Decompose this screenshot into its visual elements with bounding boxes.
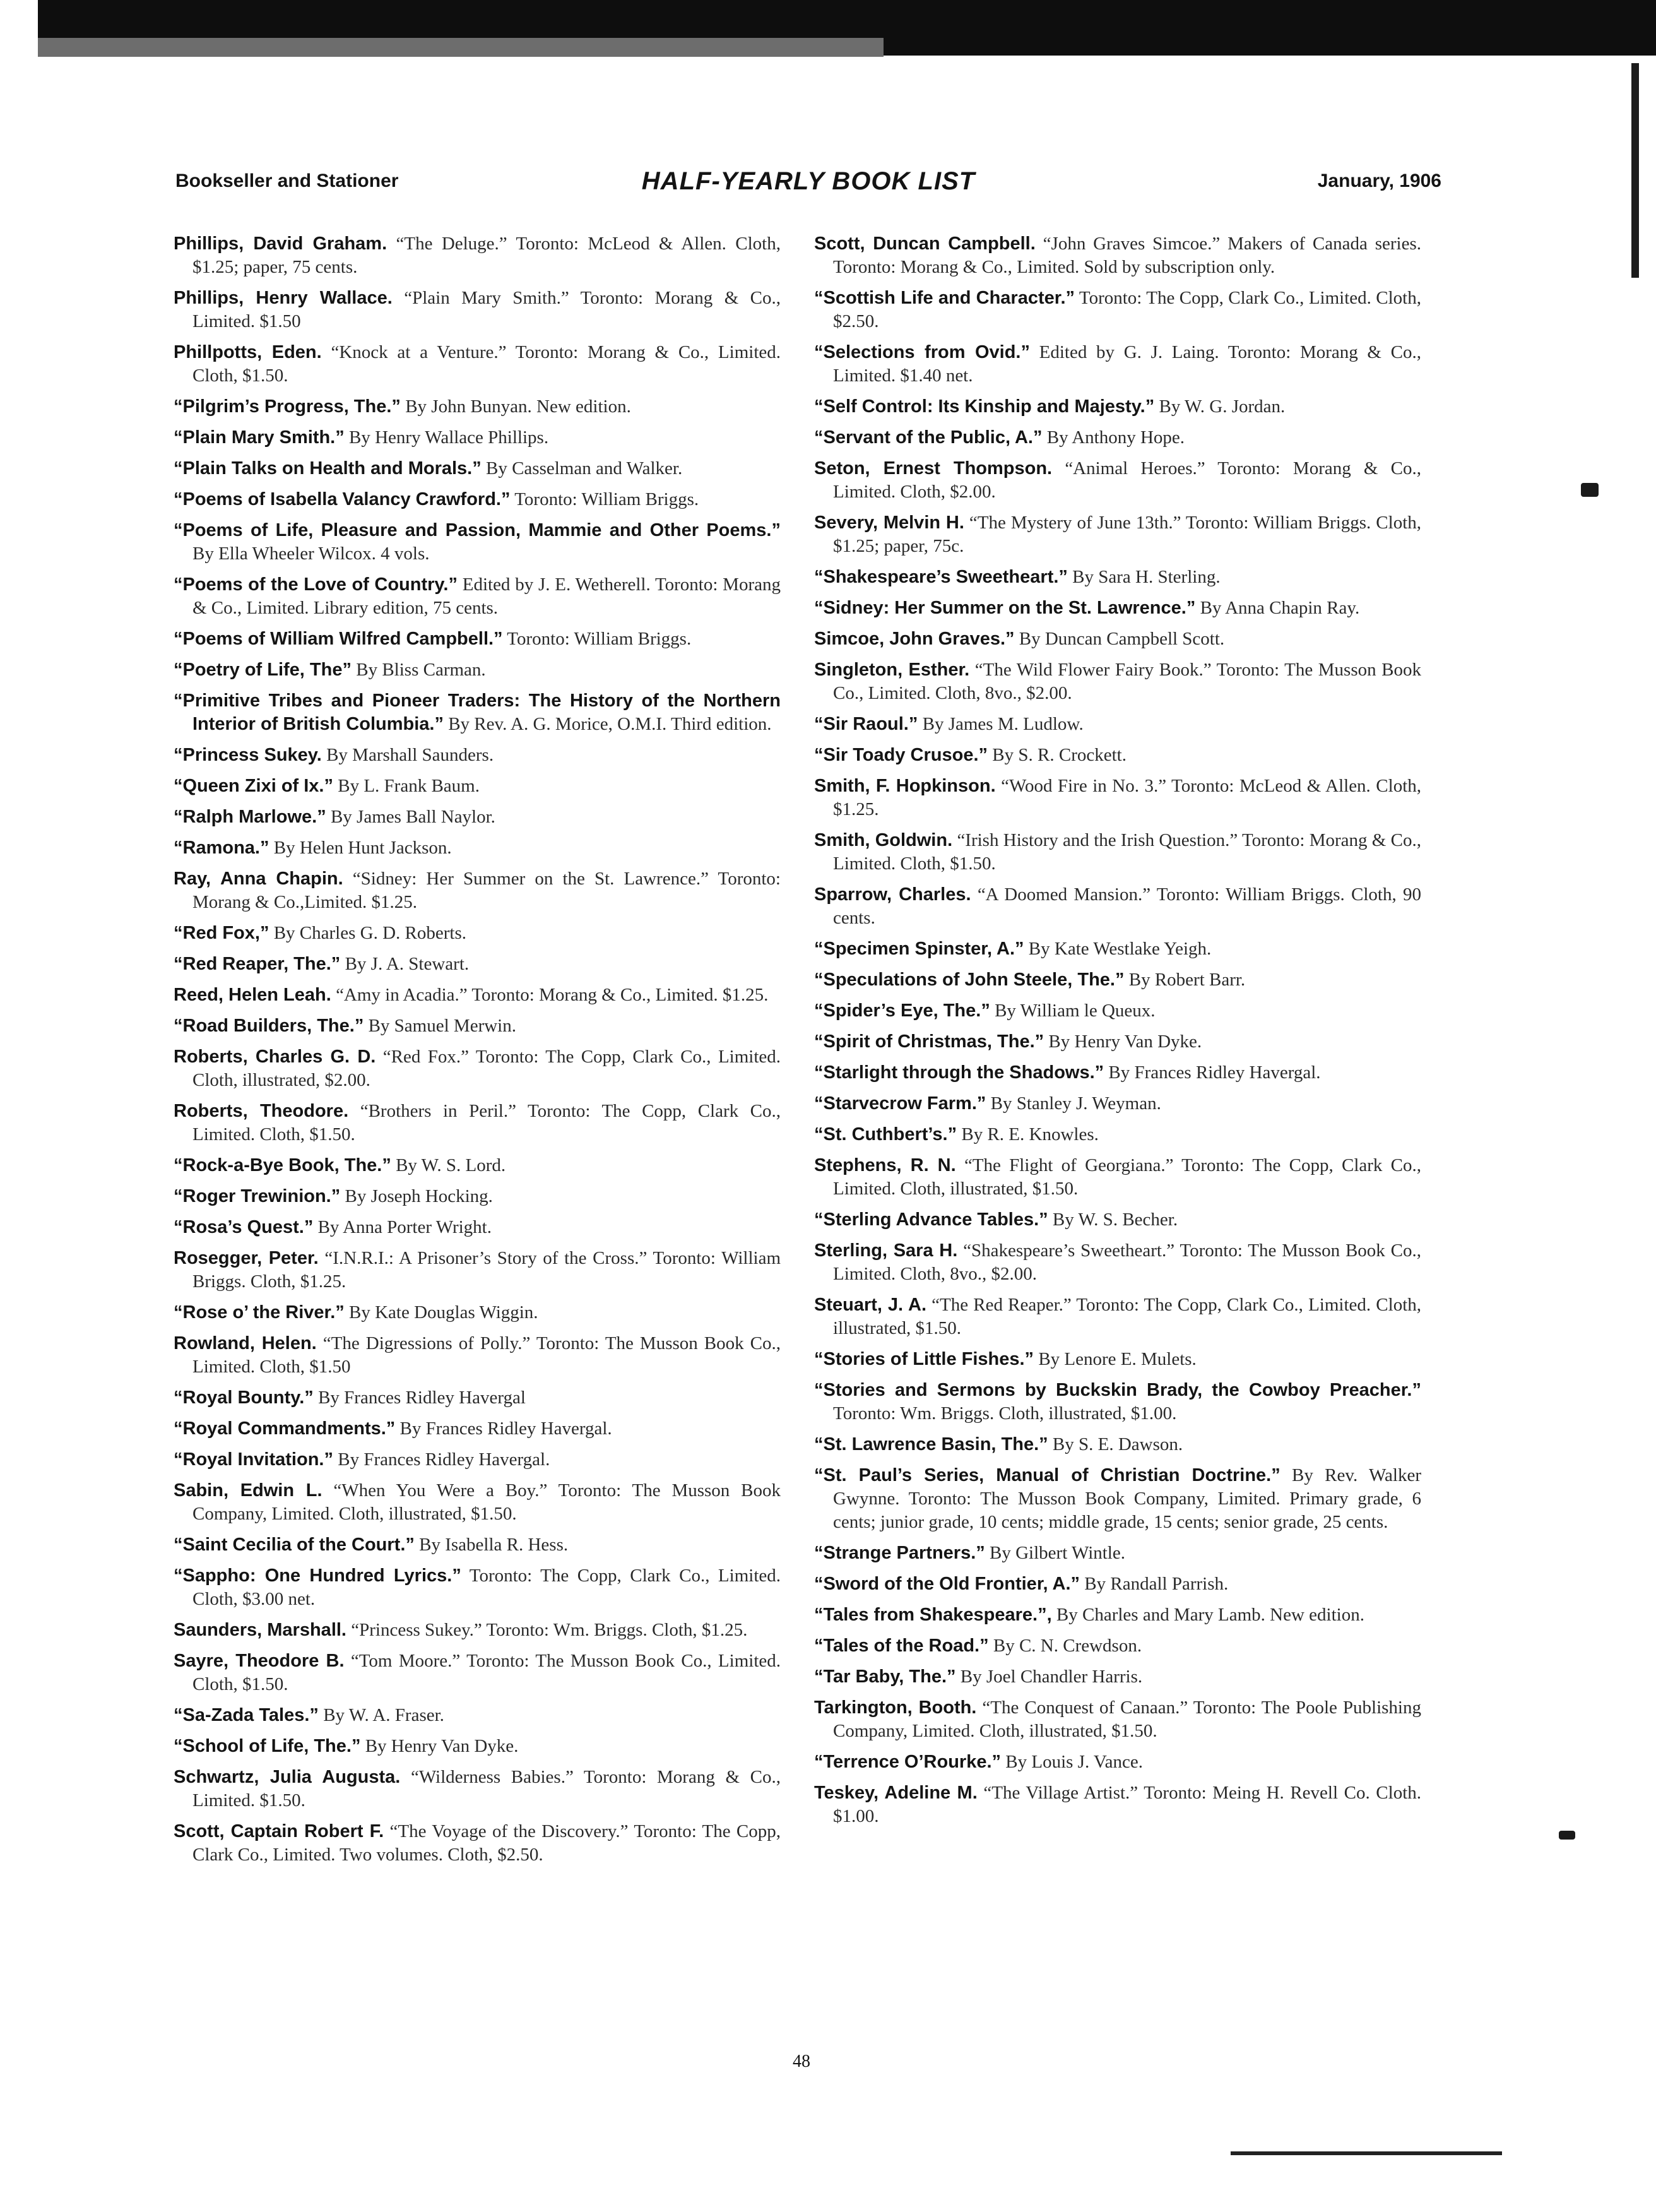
entry-heading: “St. Lawrence Basin, The.” (814, 1434, 1048, 1454)
book-entry (174, 922, 781, 945)
entry-details: By Anna Chapin Ray. (1200, 598, 1360, 618)
book-entry (814, 426, 1421, 449)
book-entry (174, 232, 781, 279)
book-entry (174, 1100, 781, 1146)
entry-heading: “Queen Zixi of Ix.” (174, 776, 333, 796)
book-entry (814, 1379, 1421, 1425)
book-entry (814, 1154, 1421, 1201)
book-entry (814, 968, 1421, 992)
entry-heading: “Royal Bounty.” (174, 1388, 314, 1408)
header-date: January, 1906 (1317, 170, 1441, 191)
entry-heading: Simcoe, John Graves.” (814, 629, 1015, 649)
entry-heading: Roberts, Theodore. (174, 1101, 349, 1121)
book-entry (814, 1634, 1421, 1658)
entry-details: By Robert Barr. (1128, 970, 1246, 990)
book-entry (174, 573, 781, 620)
book-entry (814, 829, 1421, 876)
entry-heading: “St. Paul’s Series, Manual of Christian Doctrine.” (814, 1465, 1280, 1485)
book-entry (814, 1751, 1421, 1774)
entry-heading: “Princess Sukey. (174, 745, 322, 765)
right-column (814, 232, 1421, 1836)
entry-details: By Casselman and Walker. (485, 458, 683, 479)
entry-details: “Plain Mary Smith.” Toronto: Morang & Co., Limited. $1.50 (192, 288, 781, 331)
book-entry (814, 395, 1421, 419)
entry-heading: “Primitive Tribes and Pioneer Traders: The History of the Northern Interior of British Columbia.” (174, 691, 781, 734)
entry-heading: Roberts, Charles G. D. (174, 1047, 376, 1067)
book-entry (814, 937, 1421, 961)
entry-details: By James Ball Naylor. (330, 807, 495, 827)
book-entry (814, 1030, 1421, 1054)
entry-heading: “Plain Talks on Health and Morals.” (174, 458, 482, 479)
entry-details: By John Bunyan. New edition. (405, 396, 631, 417)
book-entry (174, 1154, 781, 1177)
entry-heading: “Selections from Ovid.” (814, 342, 1030, 362)
book-entry (174, 1216, 781, 1239)
entry-heading: “Strange Partners.” (814, 1543, 985, 1563)
entry-details: Toronto: The Copp, Clark Co., Limited. Cloth, $2.50. (833, 288, 1421, 331)
entry-heading: “Poems of Isabella Valancy Crawford.” (174, 489, 511, 509)
entry-details: By William le Queux. (995, 1001, 1156, 1021)
entry-heading: “Roger Trewinion.” (174, 1186, 341, 1206)
entry-heading: “Self Control: Its Kinship and Majesty.” (814, 396, 1155, 417)
entry-heading: “Starvecrow Farm.” (814, 1093, 986, 1114)
entry-heading: “Rose o’ the River.” (174, 1302, 345, 1323)
book-entry (174, 806, 781, 829)
book-entry (814, 658, 1421, 705)
entry-heading: Ray, Anna Chapin. (174, 869, 343, 889)
entry-details: By S. R. Crockett. (992, 745, 1127, 765)
entry-details: By Henry Van Dyke. (1048, 1032, 1202, 1052)
book-entry (174, 689, 781, 736)
book-entry (174, 1735, 781, 1758)
entry-details: By Helen Hunt Jackson. (273, 838, 452, 858)
book-entry (814, 597, 1421, 620)
entry-details: By W. A. Fraser. (323, 1705, 444, 1725)
entry-details: By Charles G. D. Roberts. (273, 923, 466, 943)
book-entry (174, 1820, 781, 1867)
book-entry (174, 1564, 781, 1611)
entry-heading: Rowland, Helen. (174, 1333, 317, 1353)
right-scan-edge (1631, 63, 1639, 278)
entry-details: “Princess Sukey.” Toronto: Wm. Briggs. Cloth, $1.25. (351, 1620, 748, 1640)
entry-heading: “Saint Cecilia of the Court.” (174, 1535, 415, 1555)
entry-heading: Schwartz, Julia Augusta. (174, 1767, 401, 1787)
entry-heading: “Sappho: One Hundred Lyrics.” (174, 1566, 461, 1586)
entry-heading: “Sterling Advance Tables.” (814, 1210, 1048, 1230)
entry-details: “Knock at a Venture.” Toronto: Morang & Co., Limited. Cloth, $1.50. (192, 342, 781, 386)
book-entry (174, 395, 781, 419)
entry-heading: “Scottish Life and Character.” (814, 288, 1075, 308)
book-entry (814, 1665, 1421, 1689)
entry-heading: “Royal Invitation.” (174, 1449, 333, 1470)
book-entry (174, 1479, 781, 1526)
entry-details: By C. N. Crewdson. (993, 1636, 1142, 1656)
book-entry (814, 883, 1421, 930)
entry-details: By Marshall Saunders. (326, 745, 494, 765)
book-entry (814, 627, 1421, 651)
entry-details: By W. S. Becher. (1052, 1210, 1178, 1230)
entry-details: By Henry Van Dyke. (365, 1736, 519, 1756)
entry-details: “John Graves Simcoe.” Makers of Canada series. Toronto: Morang & Co., Limited. Sold by subscription only. (833, 234, 1421, 277)
entry-details: “Tom Moore.” Toronto: The Musson Book Co., Limited. Cloth, $1.50. (192, 1651, 781, 1694)
entry-details: “Wood Fire in No. 3.” Toronto: McLeod & Allen. Cloth, $1.25. (833, 776, 1422, 819)
entry-details: By Duncan Campbell Scott. (1019, 629, 1225, 649)
book-entry (814, 1208, 1421, 1232)
book-entry (814, 457, 1421, 504)
entry-details: By Lenore E. Mulets. (1038, 1349, 1197, 1369)
book-entry (814, 1348, 1421, 1371)
entry-heading: Stephens, R. N. (814, 1155, 956, 1175)
entry-details: “I.N.R.I.: A Prisoner’s Story of the Cross.” Toronto: William Briggs. Cloth, $1.25. (192, 1248, 781, 1292)
entry-details: “The Deluge.” Toronto: McLeod & Allen. Cloth, $1.25; paper, 75 cents. (192, 234, 781, 277)
entry-details: By Louis J. Vance. (1005, 1752, 1144, 1772)
book-entry (174, 836, 781, 860)
book-entry (814, 341, 1421, 388)
entry-heading: “Spirit of Christmas, The.” (814, 1032, 1044, 1052)
entry-heading: Scott, Duncan Campbell. (814, 234, 1036, 254)
entry-details: By Frances Ridley Havergal. (1108, 1062, 1321, 1083)
entry-heading: Phillips, Henry Wallace. (174, 288, 393, 308)
entry-details: By Kate Westlake Yeigh. (1028, 939, 1212, 959)
book-entry (174, 1448, 781, 1472)
scan-speck (1581, 483, 1599, 497)
book-entry (174, 1619, 781, 1642)
book-entry (174, 1301, 781, 1324)
entry-details: “Sidney: Her Summer on the St. Lawrence.” Toronto: Morang & Co.,Limited. $1.25. (192, 869, 781, 912)
entry-heading: “Ralph Marlowe.” (174, 807, 326, 827)
entry-details: By L. Frank Baum. (338, 776, 480, 796)
entry-details: “Amy in Acadia.” Toronto: Morang & Co., Limited. $1.25. (336, 985, 769, 1005)
entry-heading: “Tales of the Road.” (814, 1636, 989, 1656)
entry-heading: “Sir Toady Crusoe.” (814, 745, 988, 765)
entry-details: “Irish History and the Irish Question.” Toronto: Morang & Co., Limited. Cloth, $1.50. (833, 830, 1421, 874)
book-entry (814, 1573, 1421, 1596)
entry-heading: “Stories and Sermons by Buckskin Brady, the Cowboy Preacher.” (814, 1380, 1421, 1400)
entry-details: By Isabella R. Hess. (419, 1535, 569, 1555)
entry-heading: “Rock-a-Bye Book, The.” (174, 1155, 391, 1175)
entry-heading: “Sidney: Her Summer on the St. Lawrence.” (814, 598, 1196, 618)
book-entry (814, 1293, 1421, 1340)
entry-heading: Scott, Captain Robert F. (174, 1821, 384, 1841)
entry-details: By Rev. Walker Gwynne. Toronto: The Musson Book Company, Limited. Primary grade, 6 cents; junior grade, 10 cents; middle grade, 15 cents; senior grade, 25 cents. (833, 1465, 1422, 1532)
book-entry (814, 775, 1421, 821)
entry-details: “The Voyage of the Discovery.” Toronto: The Copp, Clark Co., Limited. Two volumes. Cloth, $2.50. (192, 1821, 781, 1865)
top-scan-border-gray (38, 38, 884, 57)
book-entry (174, 1185, 781, 1208)
entry-details: “The Village Artist.” Toronto: Meing H. Revell Co. Cloth. $1.00. (833, 1783, 1422, 1826)
entry-details: “A Doomed Mansion.” Toronto: William Briggs. Cloth, 90 cents. (833, 884, 1421, 928)
entry-heading: “Specimen Spinster, A.” (814, 939, 1024, 959)
entry-heading: Sabin, Edwin L. (174, 1480, 322, 1501)
entry-details: “The Conquest of Canaan.” Toronto: The Poole Publishing Company, Limited. Cloth, illustrated, $1.50. (833, 1698, 1421, 1741)
book-entry (814, 287, 1421, 333)
entry-details: “Shakespeare’s Sweetheart.” Toronto: The Musson Book Co., Limited. Cloth, 8vo., $2.00. (833, 1240, 1422, 1284)
book-entry (174, 867, 781, 914)
entry-heading: “Poems of William Wilfred Campbell.” (174, 629, 503, 649)
header-publication: Bookseller and Stationer (175, 170, 399, 191)
entry-heading: Tarkington, Booth. (814, 1698, 977, 1718)
entry-details: By Joseph Hocking. (345, 1186, 493, 1206)
entry-heading: “School of Life, The.” (174, 1736, 361, 1756)
entry-heading: Reed, Helen Leah. (174, 985, 331, 1005)
entry-heading: “Terrence O’Rourke.” (814, 1752, 1002, 1772)
entry-heading: “Red Fox,” (174, 923, 269, 943)
book-entry (174, 1533, 781, 1557)
book-entry (814, 1696, 1421, 1743)
book-entry (814, 1781, 1421, 1828)
entry-heading: “Plain Mary Smith.” (174, 427, 345, 448)
entry-details: Toronto: The Copp, Clark Co., Limited. Cloth, $3.00 net. (192, 1566, 781, 1609)
entry-details: By Frances Ridley Havergal (318, 1388, 526, 1408)
entry-details: “Animal Heroes.” Toronto: Morang & Co., Limited. Cloth, $2.00. (833, 458, 1421, 502)
entry-details: “When You Were a Boy.” Toronto: The Musson Book Company, Limited. Cloth, illustrated, $1.50. (192, 1480, 781, 1524)
entry-heading: Sterling, Sara H. (814, 1240, 958, 1261)
book-entry (814, 1239, 1421, 1286)
entry-heading: “Sword of the Old Frontier, A.” (814, 1574, 1080, 1594)
entry-heading: Sayre, Theodore B. (174, 1651, 345, 1671)
book-entry (814, 1433, 1421, 1456)
entry-heading: Phillpotts, Eden. (174, 342, 322, 362)
entry-details: By J. A. Stewart. (345, 954, 470, 974)
entry-heading: Phillips, David Graham. (174, 234, 387, 254)
book-entry (174, 287, 781, 333)
entry-details: Toronto: William Briggs. (507, 629, 692, 649)
entry-heading: Singleton, Esther. (814, 660, 970, 680)
book-entry (814, 1061, 1421, 1085)
entry-details: By Ella Wheeler Wilcox. 4 vols. (192, 544, 430, 564)
entry-heading: “Spider’s Eye, The.” (814, 1001, 990, 1021)
book-entry (814, 1542, 1421, 1565)
entry-details: By Randall Parrish. (1084, 1574, 1229, 1594)
entry-details: By Bliss Carman. (356, 660, 486, 680)
entry-heading: “Ramona.” (174, 838, 269, 858)
entry-details: “The Wild Flower Fairy Book.” Toronto: The Musson Book Co., Limited. Cloth, 8vo., $2.00. (833, 660, 1422, 703)
entry-heading: “St. Cuthbert’s.” (814, 1124, 957, 1145)
book-entry (814, 232, 1421, 279)
book-entry (174, 426, 781, 449)
entry-heading: “Tales from Shakespeare.”, (814, 1605, 1052, 1625)
entry-details: “Brothers in Peril.” Toronto: The Copp, Clark Co., Limited. Cloth, $1.50. (192, 1101, 781, 1145)
entry-details: By Kate Douglas Wiggin. (349, 1302, 538, 1323)
entry-details: Toronto: Wm. Briggs. Cloth, illustrated, $1.00. (833, 1403, 1177, 1424)
book-entry (174, 457, 781, 480)
book-entry (814, 1123, 1421, 1146)
book-entry (174, 1247, 781, 1293)
book-entry (174, 341, 781, 388)
top-scan-border-gap (38, 58, 1656, 63)
page-number: 48 (793, 2052, 810, 2071)
entry-heading: “Starlight through the Shadows.” (814, 1062, 1104, 1083)
book-entry (174, 1650, 781, 1696)
entry-details: By Samuel Merwin. (368, 1016, 516, 1036)
entry-details: By W. G. Jordan. (1159, 396, 1286, 417)
entry-heading: “Stories of Little Fishes.” (814, 1349, 1034, 1369)
book-entry (174, 488, 781, 511)
entry-details: By R. E. Knowles. (961, 1124, 1099, 1145)
entry-details: By Rev. A. G. Morice, O.M.I. Third edition. (448, 714, 772, 734)
entry-heading: Rosegger, Peter. (174, 1248, 319, 1268)
book-entry (174, 1766, 781, 1812)
book-entry (174, 953, 781, 976)
entry-details: By W. S. Lord. (396, 1155, 506, 1175)
entry-details: By Anthony Hope. (1046, 427, 1185, 448)
entry-heading: “Shakespeare’s Sweetheart.” (814, 567, 1068, 587)
entry-details: Toronto: William Briggs. (514, 489, 699, 509)
bottom-scan-rule (1231, 2151, 1502, 2155)
entry-details: Edited by J. E. Wetherell. Toronto: Morang & Co., Limited. Library edition, 75 cents. (192, 574, 781, 618)
entry-heading: Steuart, J. A. (814, 1295, 927, 1315)
entry-heading: Sparrow, Charles. (814, 884, 971, 905)
entry-details: By Frances Ridley Havergal. (338, 1449, 550, 1470)
entry-details: By Frances Ridley Havergal. (399, 1418, 612, 1439)
book-entry (814, 1092, 1421, 1115)
entry-heading: “Rosa’s Quest.” (174, 1217, 314, 1237)
book-entry (174, 744, 781, 767)
entry-heading: “Servant of the Public, A.” (814, 427, 1043, 448)
scan-speck (1559, 1831, 1575, 1840)
book-entry (174, 1014, 781, 1038)
book-entry (814, 511, 1421, 558)
book-entry (174, 984, 781, 1007)
entry-details: “The Digressions of Polly.” Toronto: The Musson Book Co., Limited. Cloth, $1.50 (192, 1333, 781, 1377)
left-column (174, 232, 781, 1874)
book-entry (174, 519, 781, 566)
entry-details: By Anna Porter Wright. (317, 1217, 492, 1237)
entry-details: By Charles and Mary Lamb. New edition. (1056, 1605, 1364, 1625)
entry-heading: Seton, Ernest Thompson. (814, 458, 1053, 479)
entry-details: By Sara H. Sterling. (1072, 567, 1221, 587)
entry-heading: “Sa-Zada Tales.” (174, 1705, 319, 1725)
entry-heading: “Sir Raoul.” (814, 714, 918, 734)
book-entry (174, 775, 781, 798)
entry-details: By Stanley J. Weyman. (990, 1093, 1161, 1114)
book-entry (174, 1045, 781, 1092)
book-entry (174, 1417, 781, 1441)
book-entry (814, 744, 1421, 767)
book-entry (174, 1386, 781, 1410)
book-entry (174, 627, 781, 651)
entry-details: By Gilbert Wintle. (990, 1543, 1125, 1563)
entry-details: By James M. Ludlow. (922, 714, 1084, 734)
entry-details: “The Mystery of June 13th.” Toronto: William Briggs. Cloth, $1.25; paper, 75c. (833, 513, 1421, 556)
header-title: HALF-YEARLY BOOK LIST (641, 167, 976, 195)
page-header (175, 165, 1441, 197)
book-entry (174, 1704, 781, 1727)
entry-heading: Teskey, Adeline M. (814, 1783, 978, 1803)
entry-details: “The Flight of Georgiana.” Toronto: The Copp, Clark Co., Limited. Cloth, illustrated, $1.50. (833, 1155, 1422, 1199)
entry-details: By S. E. Dawson. (1052, 1434, 1183, 1454)
entry-heading: “Road Builders, The.” (174, 1016, 364, 1036)
entry-details: Edited by G. J. Laing. Toronto: Morang & Co., Limited. $1.40 net. (833, 342, 1421, 386)
entry-heading: “Red Reaper, The.” (174, 954, 341, 974)
book-entry (174, 658, 781, 682)
entry-details: “Red Fox.” Toronto: The Copp, Clark Co., Limited. Cloth, illustrated, $2.00. (192, 1047, 781, 1090)
book-entry (814, 713, 1421, 736)
entry-details: By Joel Chandler Harris. (960, 1667, 1143, 1687)
book-entry (814, 1464, 1421, 1534)
entry-heading: Severy, Melvin H. (814, 513, 964, 533)
entry-heading: “Royal Commandments.” (174, 1418, 396, 1439)
entry-details: “Wilderness Babies.” Toronto: Morang & Co., Limited. $1.50. (192, 1767, 781, 1811)
entry-heading: “Poems of the Love of Country.” (174, 574, 458, 595)
entry-heading: Smith, F. Hopkinson. (814, 776, 996, 796)
entry-heading: “Speculations of John Steele, The.” (814, 970, 1125, 990)
entry-heading: “Poetry of Life, The” (174, 660, 352, 680)
book-entry (174, 1332, 781, 1379)
entry-heading: Saunders, Marshall. (174, 1620, 346, 1640)
entry-heading: Smith, Goldwin. (814, 830, 953, 850)
entry-heading: “Tar Baby, The.” (814, 1667, 956, 1687)
book-entry (814, 566, 1421, 589)
entry-details: By Henry Wallace Phillips. (348, 427, 549, 448)
book-entry (814, 1603, 1421, 1627)
entry-details: “The Red Reaper.” Toronto: The Copp, Clark Co., Limited. Cloth, illustrated, $1.50. (833, 1295, 1421, 1338)
entry-heading: “Poems of Life, Pleasure and Passion, Mammie and Other Poems.” (174, 520, 781, 540)
book-entry (814, 999, 1421, 1023)
entry-heading: “Pilgrim’s Progress, The.” (174, 396, 401, 417)
